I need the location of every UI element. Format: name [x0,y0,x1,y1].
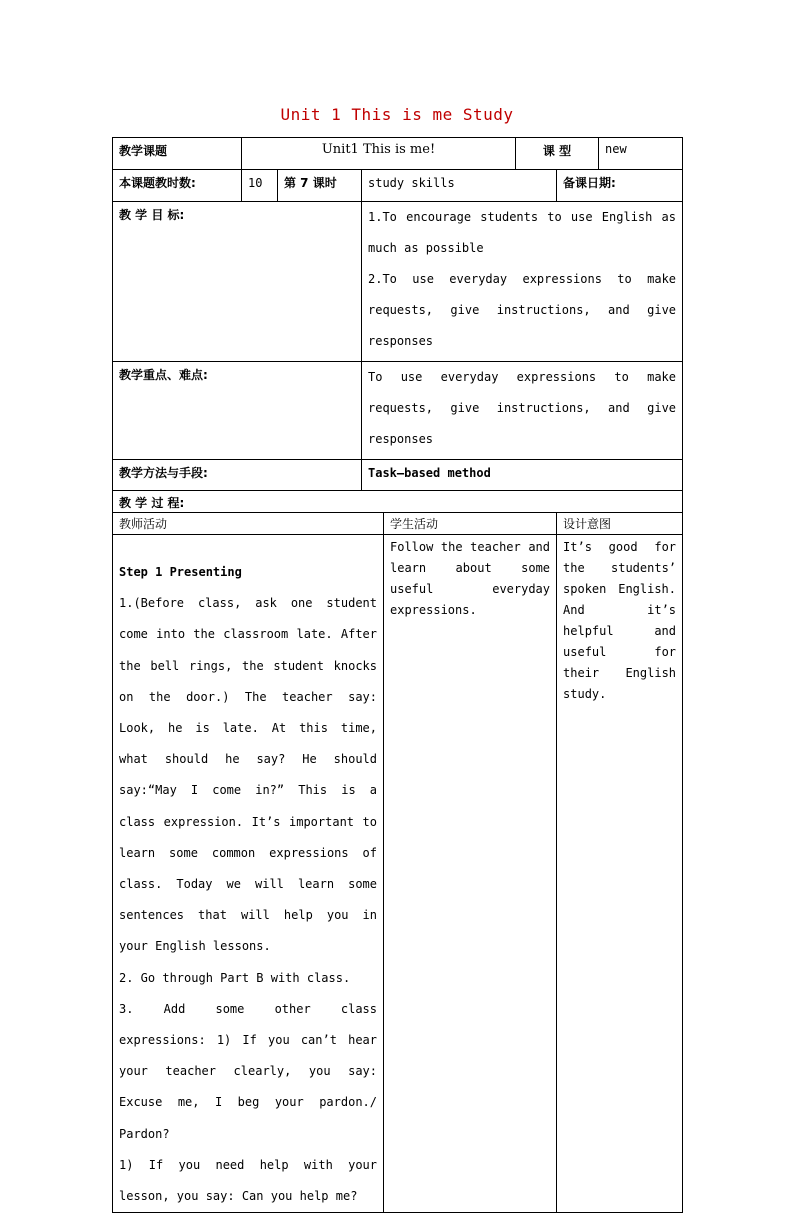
type-value: new [599,138,683,170]
design-intent-header: 设计意图 [557,513,683,535]
row-methods [113,460,683,491]
hours-label: 本课题教时数: [113,170,242,202]
key-points-text: To use everyday expressions to make requests, give instructions, and give responses [362,362,683,460]
topic-value: Unit1 This is me! [242,138,516,170]
design-intent: It’s good for the students’ spoken English. And it’s helpful and useful for their English study. [557,535,683,1213]
row-key-points [113,362,683,460]
type-label: 课 型 [516,138,599,170]
objectives-label: 教 学 目 标: [113,202,362,362]
topic-label: 教学课题 [113,138,242,170]
teacher-activity [113,535,384,1213]
row-hours [113,170,683,202]
teacher-step-item: 1.(Before class, ask one student come into the classroom late. After the bell rings, the student knocks on the door.) The teacher say: Look, he is late. At this time, what should he say? He should say:“May I come in?” This is a class expression. It’s important to learn some common expressions of class. Today we will learn some sentences that will help you in your English lessons. [119,596,377,954]
methods-text: Task—based method [362,460,683,491]
row-process-headers [113,513,683,535]
lesson-plan-table [112,137,683,1213]
objectives-content [362,202,683,362]
teacher-activity-header: 教师活动 [113,513,384,535]
student-activity-header: 学生活动 [384,513,557,535]
hours-value: 10 [242,170,278,202]
row-objectives [113,202,683,362]
objective-item: 1.To encourage students to use English as much as possible [368,210,677,255]
prep-date-label: 备课日期: [557,170,683,202]
key-points-label: 教学重点、难点: [113,362,362,460]
row-topic [113,138,683,170]
teacher-step-item: 2. Go through Part B with class. [119,970,351,985]
lesson-name: study skills [362,170,557,202]
process-label: 教 学 过 程: [113,491,683,513]
teacher-step-item: 3. Add some other class expressions: 1) If you can’t hear your teacher clearly, you say: Excuse me, I beg your pardon./ Pardon? [119,1001,377,1141]
row-process-body [113,535,683,1213]
step-heading: Step 1 Presenting [119,565,242,579]
methods-label: 教学方法与手段: [113,460,362,491]
objective-item: 2.To use everyday expressions to make requests, give instructions, and give responses [368,272,677,348]
lesson-number: 第 7 课时 [278,170,362,202]
teacher-step-item: 1) If you need help with your lesson, you say: Can you help me? [119,1157,377,1204]
page-title: Unit 1 This is me Study [280,105,514,124]
student-activity: Follow the teacher and learn about some useful everyday expressions. [384,535,557,1213]
row-process-label [113,491,683,513]
